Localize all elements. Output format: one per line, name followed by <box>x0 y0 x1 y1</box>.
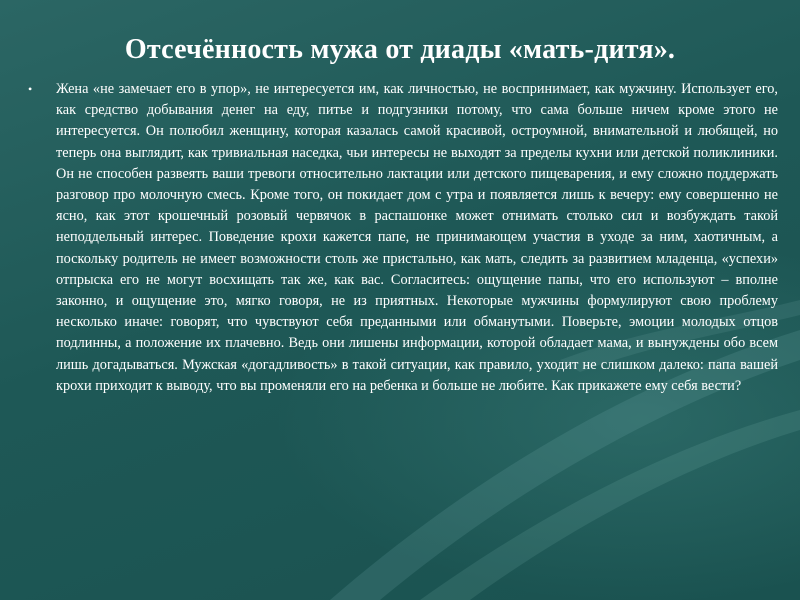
bullet-marker: • <box>28 82 33 96</box>
bullet-list <box>28 79 778 397</box>
slide-title: Отсечённость мужа от диады «мать-дитя». <box>124 34 676 65</box>
bullet-paragraph: Жена «не замечает его в упор», не интересуется им, как личностью, не воспринимает, как мужчину. Использует его, как средство добывания денег на еду, питье и подгузники потому, что сама больше ничем кроме этого не интересуется. Он полюбил женщину, которая казалась самой красивой, остроумной, внимательной и любящей, но теперь она выглядит, как тривиальная наседка, чьи интересы не выходят за пределы кухни или детской поликлиники. Он не способен развеять ваши тревоги относительно лактации или детского пищеварения, и ему сложно поддержать разговор про молочную смесь. Кроме того, он покидает дом с утра и появляется лишь к вечеру: ему совершенно не ясно, как этот крошечный розовый червячок в распашонке может отнимать столько сил и возбуждать такой неподдельный интерес. Поведение крохи кажется папе, не принимающем участия в уходе за ним, хаотичным, а поскольку родитель не имеет возможности столь же пристально, как мать, следить за развитием младенца, «успехи» отпрыска его не могут восхищать так же, как вас. Согласитесь: ощущение папы, что его используют – вполне законно, и ощущение это, мягко говоря, не из приятных. Некоторые мужчины формулируют свою проблему несколько иначе: говорят, что чувствуют себя преданными или обманутыми. Поверьте, эмоции молодых отцов подлинны, а положение их плачевно. Ведь они лишены информации, которой обладает мама, и вынуждены обо всем лишь догадываться. Мужская «догадливость» в такой ситуации, как правило, уходит не слишком далеко: папа вашей крохи приходит к выводу, что вы променяли его на ребенка и больше не любите. Как прикажете ему себя вести? <box>56 81 778 394</box>
